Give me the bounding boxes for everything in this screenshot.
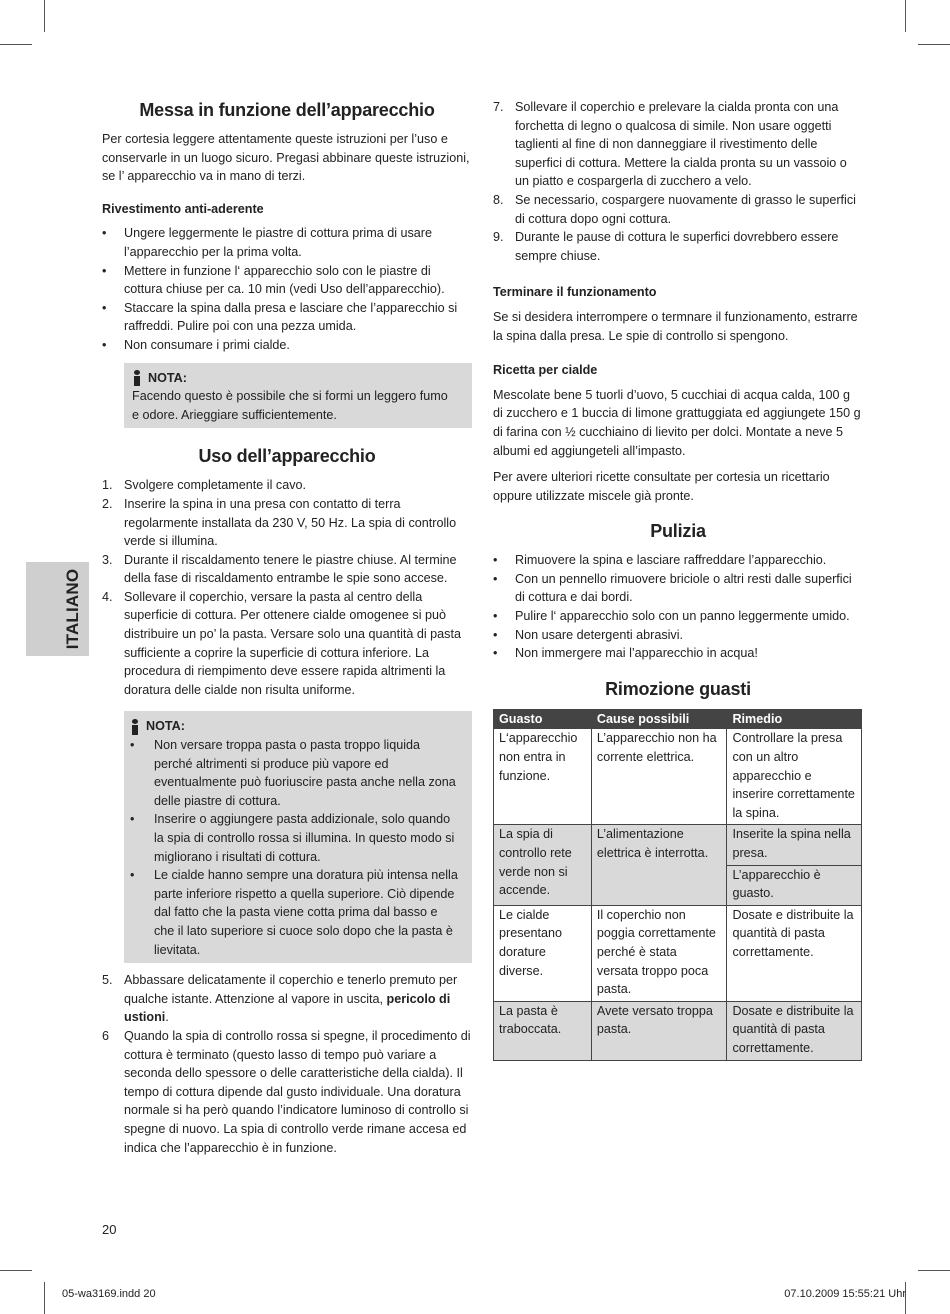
- list-item: • Ungere leggermente le piastre di cottura prima di usare l’apparecchio per la prima volta.: [102, 224, 472, 261]
- section-title-cleaning: Pulizia: [650, 521, 706, 542]
- table-cell: Inserite la spina nella presa.: [727, 825, 862, 865]
- table-row: [494, 1001, 862, 1060]
- language-tab: [26, 562, 89, 656]
- subheading-stop: Terminare il funzionamento: [493, 285, 657, 300]
- crop-mark: [918, 1270, 950, 1271]
- right-column: [493, 98, 863, 1061]
- step-item: 5. Abbassare delicatamente il coperchio e tenerlo premuto per qualche istante. Attenzione al vapore in uscita, pericolo di ustioni.: [102, 973, 458, 1025]
- step-item: 3. Durante il riscaldamento tenere le piastre chiuse. Al termine della fase di riscaldamento entrambe le spie sono accese.: [102, 552, 457, 586]
- step-item: 7. Sollevare il coperchio e prelevare la cialda pronta con una forchetta di legno o qualcosa di simile. Non usare oggetti taglienti al fine di non danneggiare il rivestimento delle superfici di cottura. Mettere la cialda pronta su un vassoio o un piatto e cospargerla di zucchero a velo.: [493, 100, 847, 189]
- table-cell: La pasta è traboccata.: [494, 1001, 592, 1060]
- step-item: 9. Durante le pause di cottura le superfici dovrebbero essere sempre chiuse.: [493, 230, 839, 263]
- note-text: Facendo questo è possibile che si formi un leggero fumo e odore. Arieggiare sufficientemente.: [132, 389, 448, 422]
- table-header-row: [494, 709, 862, 729]
- recipe-text: Mescolate bene 5 tuorli d’uovo, 5 cucchiai di acqua calda, 100 g di zucchero e 1 buccia di limone grattuggiata ed aggiungete 150 g di farina con ½ cucchiaino di lievito per dolci. Montate a neve 5 albumi ed aggiungeteli all’impasto.: [493, 387, 861, 458]
- column-header: Guasto: [494, 709, 592, 729]
- table-cell: L’apparecchio non ha corrente elettrica.: [591, 729, 727, 825]
- left-column: [102, 98, 472, 1157]
- step-item: 8. Se necessario, cospargere nuovamente di grasso le superfici di cottura dopo ogni cottura.: [493, 192, 856, 226]
- usage-steps-right: [493, 98, 863, 265]
- note-box: [124, 711, 472, 963]
- table-cell: La spia di controllo rete verde non si accende.: [494, 825, 592, 905]
- recipe-text-2: Per avere ulteriori ricette consultate per cortesia un ricettario oppure utilizzate miscele già pronte.: [493, 470, 830, 503]
- page-number: 20: [102, 1222, 117, 1237]
- footer-filename: 05-wa3169.indd 20: [62, 1288, 156, 1300]
- step-item: 6 Quando la spia di controllo rossa si spegne, il procedimento di cottura è terminato (questo lasso di tempo può variare a seconda dello spessore o delle caratteristiche della cialda). Il tempo di cottura dipende dal gusto individuale. Una doratura normale si ha però quando l’indicatore luminoso di controllo si spegne di nuovo. La spia di controllo verde rimane accesa ed indica che l’apparecchio è in funzione.: [102, 1028, 471, 1155]
- note-header: [132, 369, 458, 388]
- usage-steps: [102, 476, 472, 699]
- table-cell: Il coperchio non poggia correttamente perché è stata versata troppo poca pasta.: [591, 905, 727, 1001]
- table-cell: L’alimentazione elettrica è interrotta.: [591, 825, 727, 905]
- subheading-recipe: Ricetta per cialde: [493, 363, 598, 378]
- crop-mark: [918, 44, 950, 45]
- list-item: • Pulire l‘ apparecchio solo con un panno leggermente umido.: [493, 607, 863, 626]
- subheading-coating: Rivestimento anti-aderente: [102, 201, 264, 216]
- stop-text: Se si desidera interrompere o termnare il funzionamento, estrarre la spina dalla presa. Le spie di controllo si spengono.: [493, 309, 858, 343]
- list-item: • Mettere in funzione l‘ apparecchio solo con le piastre di cottura chiuse per ca. 10 min (vedi Uso dell’apparecchio).: [102, 262, 472, 299]
- note-header: [130, 717, 458, 736]
- info-icon: [132, 370, 142, 386]
- list-item: • Le cialde hanno sempre una doratura più intensa nella parte inferiore rispetto a quella superiore. Ciò dipende dal fatto che la pasta viene cotta prima dal basso e che il lato superiore si cuoce solo dopo che la pasta è lievitata.: [130, 866, 458, 959]
- step-item: 4. Sollevare il coperchio, versare la pasta al centro della superficie di cottura. Per ottenere cialde omogenee si può distribuire un po’ la pasta. Versare solo una quantità di pasta sufficiente a coprire la superficie di cottura inferiore. La procedura di riempimento deve essere rapida altrimenti la doratura delle cialde non risulta uniforme.: [102, 589, 461, 697]
- table-cell: Avete versato troppa pasta.: [591, 1001, 727, 1060]
- intro-text: Per cortesia leggere attentamente queste istruzioni per l’uso e conservarle in un luogo sicuro. Pregasi abbinare queste istruzioni, se l’ apparecchio va in mano di terzi.: [102, 132, 470, 184]
- info-icon: [130, 719, 140, 735]
- list-item: • Non usare detergenti abrasivi.: [493, 626, 863, 645]
- cleaning-list: [493, 551, 863, 663]
- step-item: 1. Svolgere completamente il cavo.: [102, 478, 307, 493]
- note-box: [124, 363, 472, 429]
- crop-mark: [0, 44, 32, 45]
- table-cell: Le cialde presentano dorature diverse.: [494, 905, 592, 1001]
- troubleshooting-table: [493, 709, 862, 1061]
- table-cell: L‘apparecchio non entra in funzione.: [494, 729, 592, 825]
- column-header: Cause possibili: [591, 709, 727, 729]
- table-cell: L’apparecchio è guasto.: [727, 865, 862, 905]
- coating-list: [102, 224, 472, 354]
- list-item: • Non consumare i primi cialde.: [102, 336, 472, 355]
- table-cell: Dosate e distribuite la quantità di pasta correttamente.: [727, 1001, 862, 1060]
- section-title-start: Messa in funzione dell’apparecchio: [139, 100, 435, 120]
- step-item: 2. Inserire la spina in una presa con contatto di terra regolarmente installata da 230 V, 50 Hz. La spia di controllo verde si illumina.: [102, 496, 457, 549]
- list-item: • Non versare troppa pasta o pasta troppo liquida perché altrimenti si produce più vapore ed eventualmente può fuoriuscire pasta anche nella zona delle piastre di cottura.: [130, 736, 458, 810]
- usage-steps-cont: [102, 971, 472, 1157]
- note-title: NOTA:: [148, 370, 187, 385]
- footer-timestamp: 07.10.2009 15:55:21 Uhr: [784, 1288, 906, 1300]
- list-item: • Non immergere mai l’apparecchio in acqua!: [493, 644, 863, 663]
- crop-mark: [905, 0, 906, 32]
- note-list: [130, 736, 458, 959]
- list-item: • Inserire o aggiungere pasta addizionale, solo quando la spia di controllo rossa si illumina. In questo modo si migliorano i risultati di cottura.: [130, 810, 458, 866]
- list-item: • Con un pennello rimuovere briciole o altri resti dalle superfici di cottura e dai bordi.: [493, 570, 863, 607]
- table-row: [494, 729, 862, 825]
- crop-mark: [44, 0, 45, 32]
- crop-mark: [44, 1282, 45, 1314]
- note-title: NOTA:: [146, 719, 185, 734]
- language-tab-label: ITALIANO: [62, 568, 82, 650]
- list-item: • Staccare la spina dalla presa e lasciare che l’apparecchio si raffreddi. Pulire poi con una pezza umida.: [102, 299, 472, 336]
- table-cell: Dosate e distribuite la quantità di pasta correttamente.: [727, 905, 862, 1001]
- crop-mark: [0, 1270, 32, 1271]
- table-row: [494, 825, 862, 865]
- list-item: • Rimuovere la spina e lasciare raffreddare l’apparecchio.: [493, 551, 863, 570]
- column-header: Rimedio: [727, 709, 862, 729]
- section-title-troubleshooting: Rimozione guasti: [605, 678, 751, 699]
- table-cell: Controllare la presa con un altro apparecchio e inserire correttamente la spina.: [727, 729, 862, 825]
- table-row: [494, 905, 862, 1001]
- section-title-usage: Uso dell’apparecchio: [198, 446, 376, 467]
